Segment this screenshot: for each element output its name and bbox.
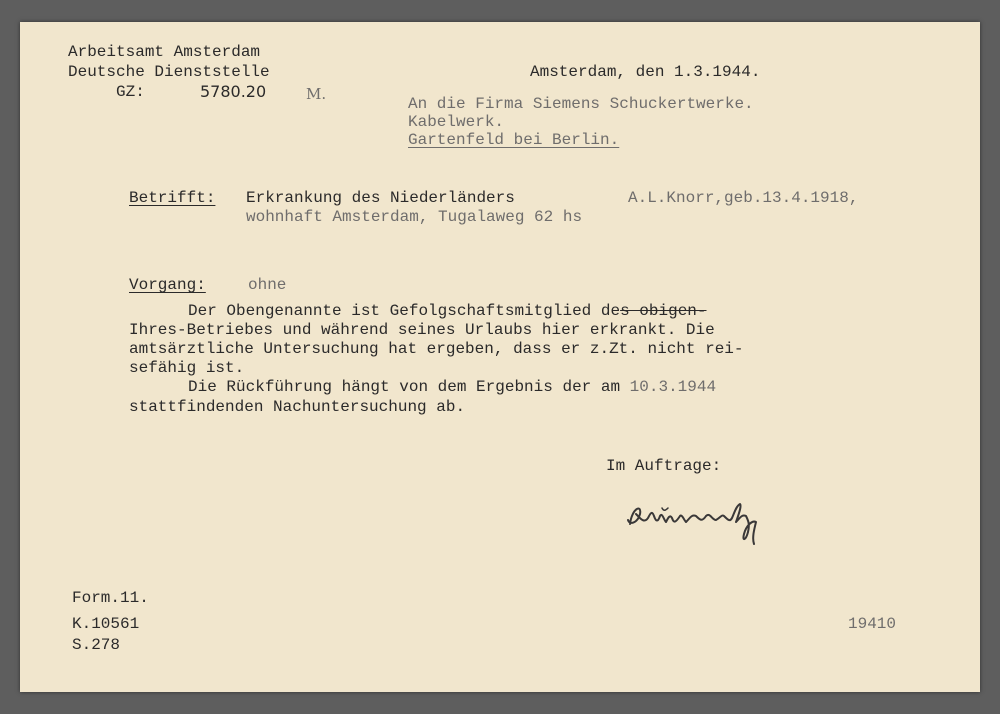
body-line-4: sefähig ist. [129, 359, 245, 377]
footer-number: 19410 [848, 615, 897, 633]
subject-person: A.L.Knorr,geb.13.4.1918, [628, 189, 859, 207]
handwritten-signature [624, 500, 784, 546]
date-line: Amsterdam, den 1.3.1944. [530, 63, 761, 81]
recipient-line-3: Gartenfeld bei Berlin. [408, 131, 620, 149]
closing: Im Auftrage: [606, 457, 722, 475]
vorgang-value: ohne [248, 276, 287, 294]
body-line-1-struck: s obigen- [620, 302, 707, 320]
gz-number: 5780.20 [200, 82, 267, 101]
body-line-1 [188, 301, 707, 321]
sender-line-2: Deutsche Dienststelle [68, 63, 270, 81]
gz-label: GZ: [116, 83, 145, 101]
footer-k: K.10561 [72, 615, 140, 633]
footer-s: S.278 [72, 636, 121, 654]
body-line-1-text: Der Obengenannte ist Gefolgschaftsmitglied de [188, 302, 621, 320]
gz-suffix: M. [306, 85, 327, 103]
body-line-3: amtsärztliche Untersuchung hat ergeben, dass er z.Zt. nicht rei- [129, 340, 744, 358]
subject-label: Betrifft: [129, 189, 216, 207]
body-line-6: stattfindenden Nachuntersuchung ab. [129, 398, 466, 416]
body-line-2: Ihres-Betriebes und während seines Urlaubs hier erkrankt. Die [129, 321, 715, 339]
recipient-line-1: An die Firma Siemens Schuckertwerke. [408, 95, 754, 113]
recipient-line-2: Kabelwerk. [408, 113, 505, 131]
sender-line-1: Arbeitsamt Amsterdam [68, 43, 261, 61]
subject-line-1: Erkrankung des Niederländers [246, 189, 515, 207]
body-line-5-date: 10.3.1944 [629, 378, 717, 396]
letter-card [20, 22, 980, 692]
vorgang-label: Vorgang: [129, 276, 206, 294]
footer-form: Form.11. [72, 589, 149, 607]
subject-line-2: wohnhaft Amsterdam, Tugalaweg 62 hs [246, 208, 583, 226]
body-line-5-text: Die Rückführung hängt von dem Ergebnis der am [188, 378, 630, 396]
body-line-5 [188, 377, 716, 397]
